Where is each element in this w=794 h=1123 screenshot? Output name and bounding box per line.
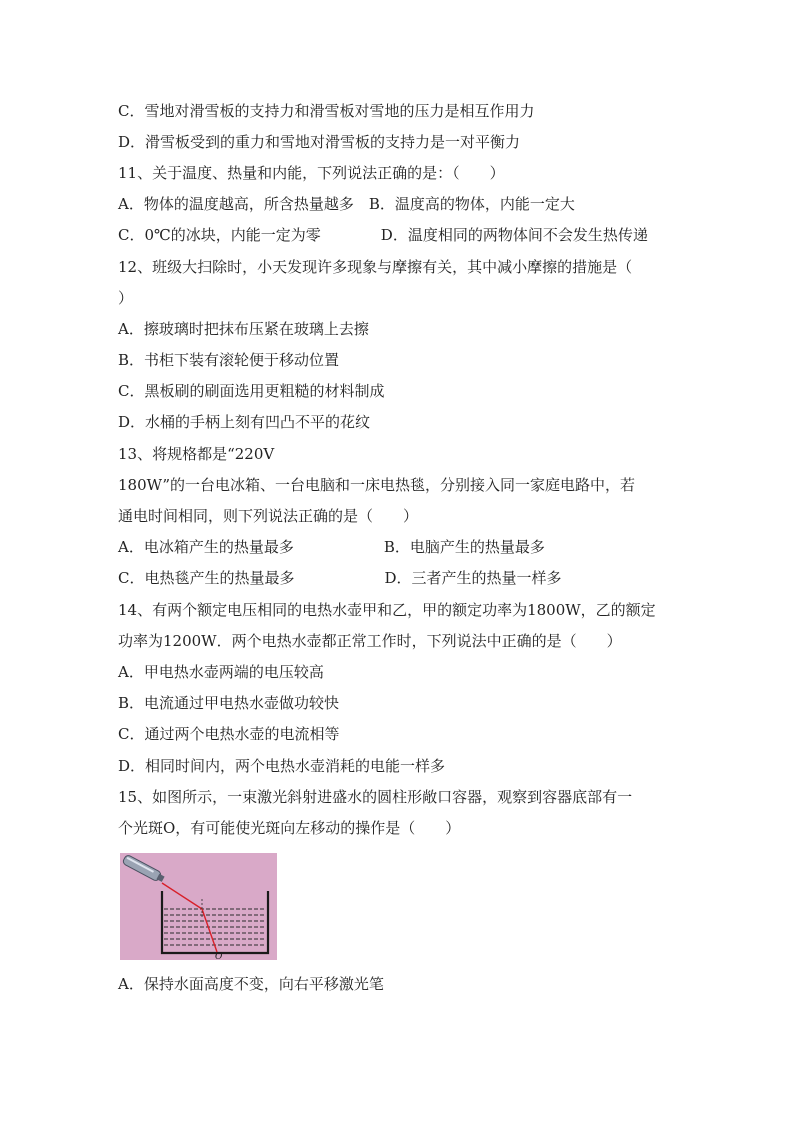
laser-container-figure <box>120 853 277 960</box>
question-12-end: ） <box>118 289 134 307</box>
question-15-cont: 个光斑O，有可能使光斑向左移动的操作是（ ） <box>118 819 461 837</box>
question-12: 12、班级大扫除时，小天发现许多现象与摩擦有关，其中减小摩擦的措施是（ <box>118 258 633 276</box>
option-10d: D．滑雪板受到的重力和雪地对滑雪板的支持力是一对平衡力 <box>118 133 521 151</box>
options-13-ab: A．电冰箱产生的热量最多 B．电脑产生的热量最多 <box>118 538 545 556</box>
option-12c: C．黑板刷的刷面选用更粗糙的材料制成 <box>118 382 385 400</box>
option-12a: A．擦玻璃时把抹布压紧在玻璃上去擦 <box>118 320 369 338</box>
option-15a: A．保持水面高度不变，向右平移激光笔 <box>118 975 384 993</box>
option-14d: D．相同时间内，两个电热水壶消耗的电能一样多 <box>118 757 446 775</box>
option-14c: C．通过两个电热水壶的电流相等 <box>118 725 340 743</box>
question-13: 13、将规格都是“220V <box>118 445 275 463</box>
option-12b: B．书柜下装有滚轮便于移动位置 <box>118 351 340 369</box>
question-14: 14、有两个额定电压相同的电热水壶甲和乙，甲的额定功率为1800W，乙的额定 <box>118 601 656 619</box>
options-11-cd: C．0℃的冰块，内能一定为零 D．温度相同的两物体间不会发生热传递 <box>118 226 648 244</box>
options-13-cd: C．电热毯产生的热量最多 D．三者产生的热量一样多 <box>118 569 562 587</box>
options-11-ab: A．物体的温度越高，所含热量越多 B．温度高的物体，内能一定大 <box>118 195 575 213</box>
option-14a: A．甲电热水壶两端的电压较高 <box>118 663 324 681</box>
question-11: 11、关于温度、热量和内能，下列说法正确的是：（ ） <box>118 164 505 182</box>
question-13-cont: 180W”的一台电冰箱、一台电脑和一床电热毯，分别接入同一家庭电路中，若 <box>118 476 635 494</box>
option-10c: C．雪地对滑雪板的支持力和滑雪板对雪地的压力是相互作用力 <box>118 102 535 120</box>
option-14b: B．电流通过甲电热水壶做功较快 <box>118 694 340 712</box>
figure-svg <box>120 853 277 960</box>
question-14-cont: 功率为1200W．两个电热水壶都正常工作时，下列说法中正确的是（ ） <box>118 632 622 650</box>
question-15: 15、如图所示，一束激光斜射进盛水的圆柱形敞口容器，观察到容器底部有一 <box>118 788 633 806</box>
question-13-end: 通电时间相同，则下列说法正确的是（ ） <box>118 507 419 525</box>
option-12d: D．水桶的手柄上刻有凹凸不平的花纹 <box>118 413 371 431</box>
point-o-label: O <box>215 952 223 960</box>
